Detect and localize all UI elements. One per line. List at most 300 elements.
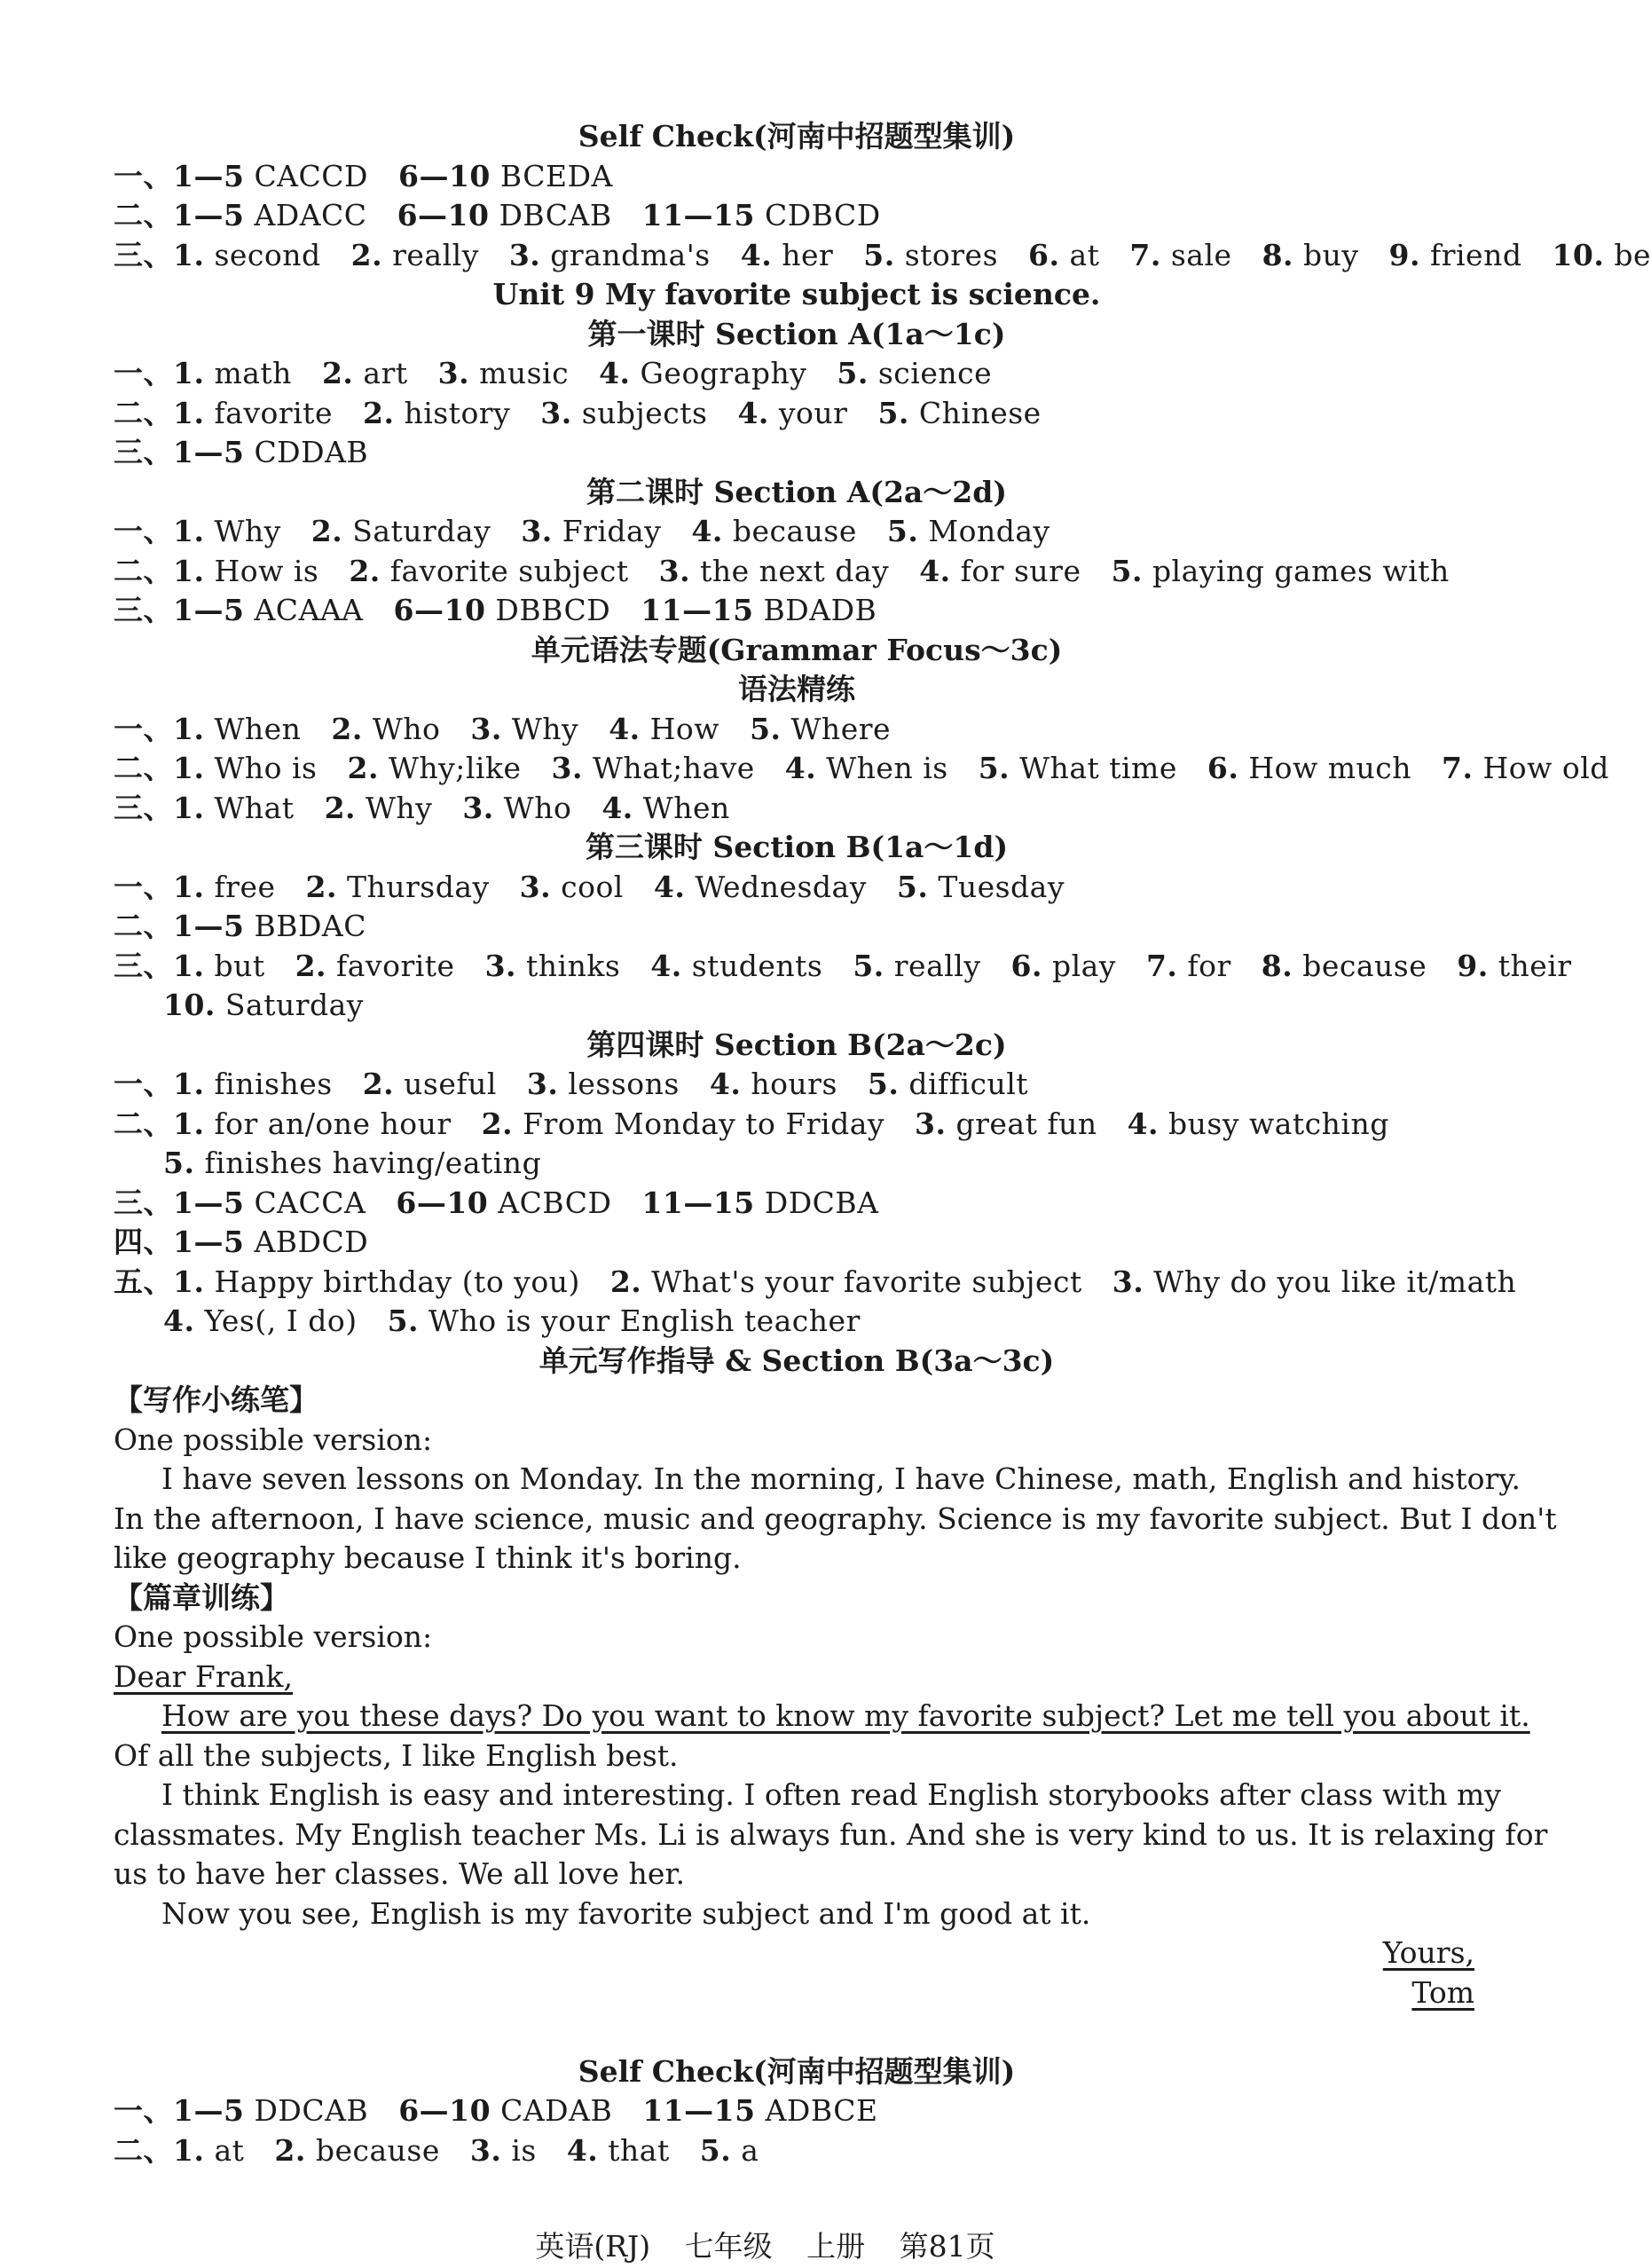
answer-item [394, 593, 611, 627]
answer-item [1129, 238, 1231, 272]
answer-text: at [214, 2132, 245, 2168]
text-line-content: One possible version: [114, 1619, 433, 1654]
question-group-number: 四、 [114, 1225, 173, 1259]
answer-text: because [315, 2132, 440, 2168]
answer-item [601, 791, 729, 825]
answer-item [868, 1067, 1028, 1101]
answer-row [114, 433, 1480, 473]
answer-text: Monday [928, 514, 1050, 548]
answer-text: for sure [960, 553, 1081, 588]
answer-item [173, 949, 265, 983]
question-group-number: 一、 [114, 2093, 173, 2128]
answer-number: 7. [1129, 237, 1161, 272]
answer-item [540, 396, 707, 430]
answer-text: for an/one hour [214, 1106, 452, 1141]
answer-text: grandma's [550, 237, 711, 272]
question-group-number: 三、 [114, 435, 173, 469]
text-line [114, 1658, 1480, 1697]
answer-number: 1. [173, 514, 205, 548]
question-group-number: 一、 [114, 1067, 173, 1101]
answer-text: Who [503, 790, 572, 825]
answer-number: 5. [699, 2132, 732, 2168]
answer-row [114, 552, 1480, 592]
answer-text: music [479, 356, 570, 390]
answer-number: 8. [1262, 237, 1294, 272]
answer-item [853, 949, 980, 983]
answer-text: DBBCD [495, 593, 611, 627]
section-heading: 语法精练 [738, 672, 855, 706]
answer-item [877, 396, 1041, 430]
answer-item [173, 1106, 452, 1141]
answer-number: 2. [324, 790, 357, 825]
answer-item [351, 238, 479, 272]
answer-text: favorite subject [389, 553, 629, 588]
question-group-number: 三、 [114, 1185, 173, 1220]
answer-item [837, 356, 992, 390]
text-line-content: Yours, [1382, 1935, 1474, 1970]
answer-number: 2. [274, 2132, 306, 2168]
answer-item [897, 870, 1065, 904]
answer-number: 2. [331, 711, 363, 746]
answer-content [114, 117, 1651, 2170]
answer-item [750, 712, 891, 746]
answer-item [1011, 949, 1116, 983]
answer-text: Who is your English teacher [428, 1303, 861, 1338]
answer-number: 5. [387, 1303, 420, 1338]
answer-row [114, 394, 1480, 434]
answer-text: favorite [214, 395, 333, 430]
answer-item [274, 2133, 439, 2168]
answer-number: 2. [481, 1106, 514, 1141]
answer-item [485, 949, 621, 983]
answer-item [173, 554, 318, 588]
answer-text: thinks [526, 948, 621, 983]
answer-number: 5. [750, 711, 782, 746]
answer-item [173, 593, 364, 627]
answer-row [114, 1144, 1480, 1184]
text-line-content: Dear Frank, [114, 1658, 294, 1694]
answer-number: 10. [1552, 237, 1605, 272]
answer-number: 1. [173, 751, 205, 785]
answer-item [363, 1067, 497, 1101]
answer-item [173, 1067, 333, 1101]
answer-item [173, 870, 276, 904]
answer-item [552, 751, 755, 785]
answer-item [520, 870, 624, 904]
answer-number: 4. [163, 1303, 195, 1338]
answer-text: their [1498, 948, 1572, 983]
answer-item [567, 2133, 670, 2168]
answer-row [114, 1302, 1480, 1342]
footer-page-number: 第81页 [899, 2229, 995, 2264]
answer-item [363, 396, 510, 430]
answer-number: 3. [658, 553, 691, 588]
answer-number: 1. [173, 869, 205, 904]
text-line-content: In the afternoon, I have science, music and geography. Science is my favorite subject. But I don't [114, 1500, 1557, 1536]
answer-number: 1. [173, 395, 205, 430]
answer-number: 6. [1010, 948, 1042, 983]
answer-item [173, 396, 333, 430]
question-group-number: 三、 [114, 593, 173, 627]
answer-row [114, 1105, 1480, 1145]
answer-item [527, 1067, 680, 1101]
answer-row [114, 2091, 1480, 2131]
answer-number: 11—15 [641, 1185, 755, 1220]
answer-number: 2. [609, 1264, 642, 1299]
answer-text: art [363, 356, 408, 390]
answer-text: at [1069, 237, 1100, 272]
answer-number: 3. [1112, 1264, 1144, 1299]
answer-text: because [732, 514, 857, 548]
answer-row [114, 947, 1572, 987]
answer-number: 3. [469, 2132, 502, 2168]
footer-grade: 七年级 [684, 2229, 773, 2264]
answer-item [1262, 949, 1427, 983]
answer-text: really [392, 237, 479, 272]
answer-number: 4. [737, 395, 769, 430]
question-group-number: 五、 [114, 1264, 173, 1299]
answer-number: 3. [521, 514, 553, 548]
text-line [114, 1815, 1548, 1855]
answer-item [741, 238, 834, 272]
answer-text: When is [826, 751, 948, 785]
answer-text: ABDCD [254, 1225, 369, 1259]
answer-text: great fun [955, 1106, 1097, 1141]
section-heading: Unit 9 My favorite subject is science. [492, 277, 1101, 311]
section-heading: 第三课时 Section B(1a～1d) [585, 830, 1009, 864]
text-line-content: us to have her classes. We all love her. [114, 1856, 685, 1891]
answer-text: DDCBA [764, 1185, 879, 1220]
answer-item [173, 1185, 366, 1220]
answer-number: 4. [919, 553, 951, 588]
answer-item [979, 751, 1177, 785]
answer-text: sale [1170, 237, 1232, 272]
answer-text: How much [1248, 751, 1411, 785]
answer-row [114, 1065, 1480, 1105]
answer-text: ACBCD [498, 1185, 612, 1220]
answer-item [311, 514, 491, 548]
answer-number: 2. [347, 751, 379, 785]
answer-text: Geography [640, 356, 807, 390]
answer-text: Saturday [224, 988, 364, 1022]
text-line [114, 1500, 1557, 1540]
answer-item [1389, 238, 1522, 272]
answer-item [173, 791, 295, 825]
answer-row [114, 986, 1480, 1026]
answer-number: 5. [837, 356, 869, 390]
answer-text: Wednesday [695, 869, 867, 904]
answer-number: 1—5 [173, 593, 245, 627]
answer-text: Happy birthday (to you) [214, 1264, 580, 1299]
answer-number: 2. [295, 948, 327, 983]
answer-number: 6—10 [398, 2093, 491, 2128]
answer-text: finishes [214, 1067, 333, 1101]
section-heading: 第二课时 Section A(2a～2d) [586, 474, 1007, 509]
answer-item [919, 554, 1081, 588]
answer-item [173, 2133, 244, 2168]
answer-text: When [214, 711, 302, 746]
text-line-content: Now you see, English is my favorite subject and I'm good at it. [161, 1895, 1091, 1931]
answer-number: 5. [867, 1067, 900, 1101]
answer-text: finishes having/eating [204, 1146, 542, 1180]
answer-row [114, 196, 1480, 236]
answer-item [398, 159, 613, 193]
text-line-content: How are you these days? Do you want to know my favorite subject? Let me tell you about it. [161, 1698, 1530, 1733]
answer-text: Saturday [352, 514, 491, 548]
subsection-label: 【篇章训练】 [114, 1579, 289, 1615]
answer-text: Tuesday [938, 869, 1065, 904]
question-group-number: 二、 [114, 909, 173, 943]
answer-row [114, 749, 1609, 789]
answer-row [114, 236, 1651, 276]
answer-item [438, 356, 569, 390]
answer-number: 6—10 [393, 593, 486, 627]
answer-number: 3. [470, 711, 502, 746]
answer-item [325, 791, 433, 825]
answer-text: CACCD [254, 158, 368, 193]
question-group-number: 一、 [114, 869, 173, 904]
answer-number: 4. [650, 948, 682, 983]
answer-item [173, 238, 321, 272]
answer-item [642, 2093, 877, 2128]
answer-text: DBCAB [499, 198, 612, 232]
answer-number: 4. [653, 869, 686, 904]
answer-number: 2. [321, 356, 354, 390]
answer-number: 11—15 [641, 198, 755, 232]
answer-number: 4. [601, 790, 633, 825]
answer-item [650, 949, 822, 983]
answer-number: 4. [709, 1067, 742, 1101]
answer-item [659, 554, 890, 588]
answer-text: difficult [908, 1067, 1029, 1101]
answer-row [114, 789, 1480, 829]
answer-text: busy watching [1168, 1106, 1389, 1141]
answer-number: 1. [173, 2132, 205, 2168]
answer-number: 10. [163, 988, 216, 1022]
section-heading: Self Check(河南中招题型集训) [578, 119, 1016, 154]
answer-item [398, 2093, 612, 2128]
answer-item [1207, 751, 1411, 785]
answer-number: 2. [362, 395, 395, 430]
answer-number: 3. [508, 237, 541, 272]
answer-number: 3. [484, 948, 517, 983]
answer-item [173, 435, 368, 469]
answer-item [173, 1264, 580, 1299]
answer-item [173, 198, 367, 232]
answer-item [347, 751, 521, 785]
answer-number: 5. [886, 514, 919, 548]
answer-item [1028, 238, 1099, 272]
question-group-number: 三、 [114, 948, 173, 983]
answer-text: CACCA [254, 1185, 366, 1220]
answer-item [163, 1146, 541, 1180]
answer-number: 1—5 [173, 1185, 245, 1220]
answer-number: 2. [350, 237, 383, 272]
answer-number: 3. [915, 1106, 947, 1141]
answer-text: Yes(, I do) [204, 1303, 358, 1338]
answer-text: Friday [562, 514, 662, 548]
answer-row [114, 1223, 1480, 1263]
answer-item [641, 1185, 878, 1220]
answer-item [163, 988, 364, 1022]
answer-number: 4. [691, 514, 723, 548]
answer-item [641, 593, 877, 627]
section-heading: 单元写作指导 & Section B(3a～3c) [539, 1343, 1055, 1378]
text-line [114, 1539, 1480, 1579]
answer-item [349, 554, 628, 588]
answer-number: 6. [1028, 237, 1060, 272]
answer-number: 2. [311, 514, 343, 548]
text-line [114, 1460, 1521, 1500]
answer-text: CDBCD [764, 198, 881, 232]
text-line-content: classmates. My English teacher Ms. Li is always fun. And she is very kind to us. It is relaxing for [114, 1816, 1548, 1852]
answer-item [173, 2093, 368, 2128]
answer-row [114, 512, 1480, 552]
answer-row [114, 157, 1480, 197]
answer-text: your [778, 395, 848, 430]
answer-number: 5. [877, 395, 909, 430]
answer-number: 5. [863, 237, 895, 272]
answer-text: What's your favorite subject [651, 1264, 1082, 1299]
text-line [114, 1894, 1480, 1934]
answer-text: stores [904, 237, 999, 272]
answer-number: 6—10 [397, 198, 490, 232]
question-group-number: 一、 [114, 356, 173, 390]
answer-item [470, 712, 578, 746]
answer-number: 5. [978, 751, 1010, 785]
answer-number: 1. [173, 948, 205, 983]
section-heading: 第四课时 Section B(2a～2c) [586, 1027, 1007, 1062]
answer-number: 1. [173, 1106, 205, 1141]
answer-item [173, 712, 301, 746]
question-group-number: 一、 [114, 158, 173, 193]
answer-text: Chinese [918, 395, 1042, 430]
section-heading: 第一课时 Section A(1a～1c) [587, 316, 1006, 351]
answer-text: ADBCE [765, 2093, 878, 2128]
answer-text: Why;like [388, 751, 522, 785]
answer-item [470, 2133, 537, 2168]
question-group-number: 二、 [114, 1106, 173, 1141]
answer-text: subjects [581, 395, 708, 430]
text-line-content: like geography because I think it's boring. [114, 1540, 742, 1575]
answer-item [599, 356, 806, 390]
answer-number: 1. [173, 356, 205, 390]
answer-number: 5. [1111, 553, 1143, 588]
answer-item [710, 1067, 837, 1101]
answer-number: 1. [173, 553, 205, 588]
text-line [114, 1776, 1501, 1815]
answer-number: 5. [896, 869, 929, 904]
answer-item [887, 514, 1050, 548]
answer-item [173, 909, 366, 943]
answer-text: play [1051, 948, 1116, 983]
answer-text: for [1187, 948, 1231, 983]
answer-text: Who [372, 711, 441, 746]
answer-item [173, 1225, 368, 1259]
answer-text: BCEDA [499, 158, 613, 193]
answer-number: 1. [173, 790, 205, 825]
question-group-number: 三、 [114, 237, 173, 272]
answer-text: What time [1019, 751, 1177, 785]
answer-text: How is [214, 553, 319, 588]
answer-item [737, 396, 847, 430]
answer-item [863, 238, 998, 272]
answer-item [1262, 238, 1359, 272]
text-line-content: I think English is easy and interesting. I often read English storybooks after class with my [161, 1777, 1501, 1812]
answer-text: hours [751, 1067, 837, 1101]
text-line [114, 1618, 1480, 1658]
text-line-content: One possible version: [114, 1421, 433, 1457]
answer-text: playing games with [1152, 553, 1450, 588]
answer-number: 3. [462, 790, 494, 825]
answer-text: BDADB [763, 593, 877, 627]
answer-text: is [511, 2132, 537, 2168]
answer-text: but [214, 948, 265, 983]
answer-item [163, 1303, 358, 1338]
answer-number: 1—5 [173, 909, 245, 943]
answer-item [396, 1185, 611, 1220]
answer-number: 8. [1261, 948, 1293, 983]
answer-text: favorite [336, 948, 455, 983]
subsection-label: 【写作小练笔】 [114, 1382, 318, 1417]
answer-number: 3. [526, 1067, 559, 1101]
answer-number: 7. [1442, 751, 1474, 785]
answer-number: 3. [551, 751, 583, 785]
answer-row [114, 710, 1480, 750]
question-group-number: 二、 [114, 553, 173, 588]
answer-item [1552, 238, 1651, 272]
answer-text: free [214, 869, 276, 904]
question-group-number: 二、 [114, 2132, 173, 2168]
answer-item [509, 238, 711, 272]
answer-item [1146, 949, 1231, 983]
answer-item [691, 514, 856, 548]
section-heading: Self Check(河南中招题型集训) [578, 2053, 1016, 2089]
answer-text: history [404, 395, 511, 430]
answer-item [388, 1303, 861, 1338]
answer-item [1112, 1264, 1517, 1299]
answer-number: 6—10 [397, 158, 491, 193]
answer-number: 5. [163, 1146, 195, 1180]
footer-volume: 上册 [806, 2229, 866, 2264]
answer-number: 2. [305, 869, 337, 904]
answer-number: 1—5 [173, 1225, 245, 1259]
answer-number: 1—5 [173, 158, 245, 193]
question-group-number: 二、 [114, 198, 173, 232]
answer-text: cool [561, 869, 624, 904]
answer-text: ACAAA [254, 593, 364, 627]
answer-text: DDCAB [254, 2093, 369, 2128]
answer-item [322, 356, 408, 390]
answer-text: Thursday [346, 869, 490, 904]
answer-text: Where [790, 711, 892, 746]
answer-item [173, 751, 317, 785]
text-line [114, 1973, 1480, 2013]
answer-item [1128, 1106, 1389, 1141]
answer-item [331, 712, 440, 746]
answer-number: 1. [173, 1067, 205, 1101]
answer-number: 3. [540, 395, 572, 430]
answer-text: science [877, 356, 993, 390]
answer-item [482, 1106, 884, 1141]
answer-text: her [782, 237, 834, 272]
answer-row [114, 591, 1480, 631]
answer-text: buy [1303, 237, 1359, 272]
answer-number: 2. [362, 1067, 395, 1101]
answer-text: Why do you like it/math [1153, 1264, 1517, 1299]
answer-number: 1—5 [173, 198, 245, 232]
answer-item [654, 870, 867, 904]
